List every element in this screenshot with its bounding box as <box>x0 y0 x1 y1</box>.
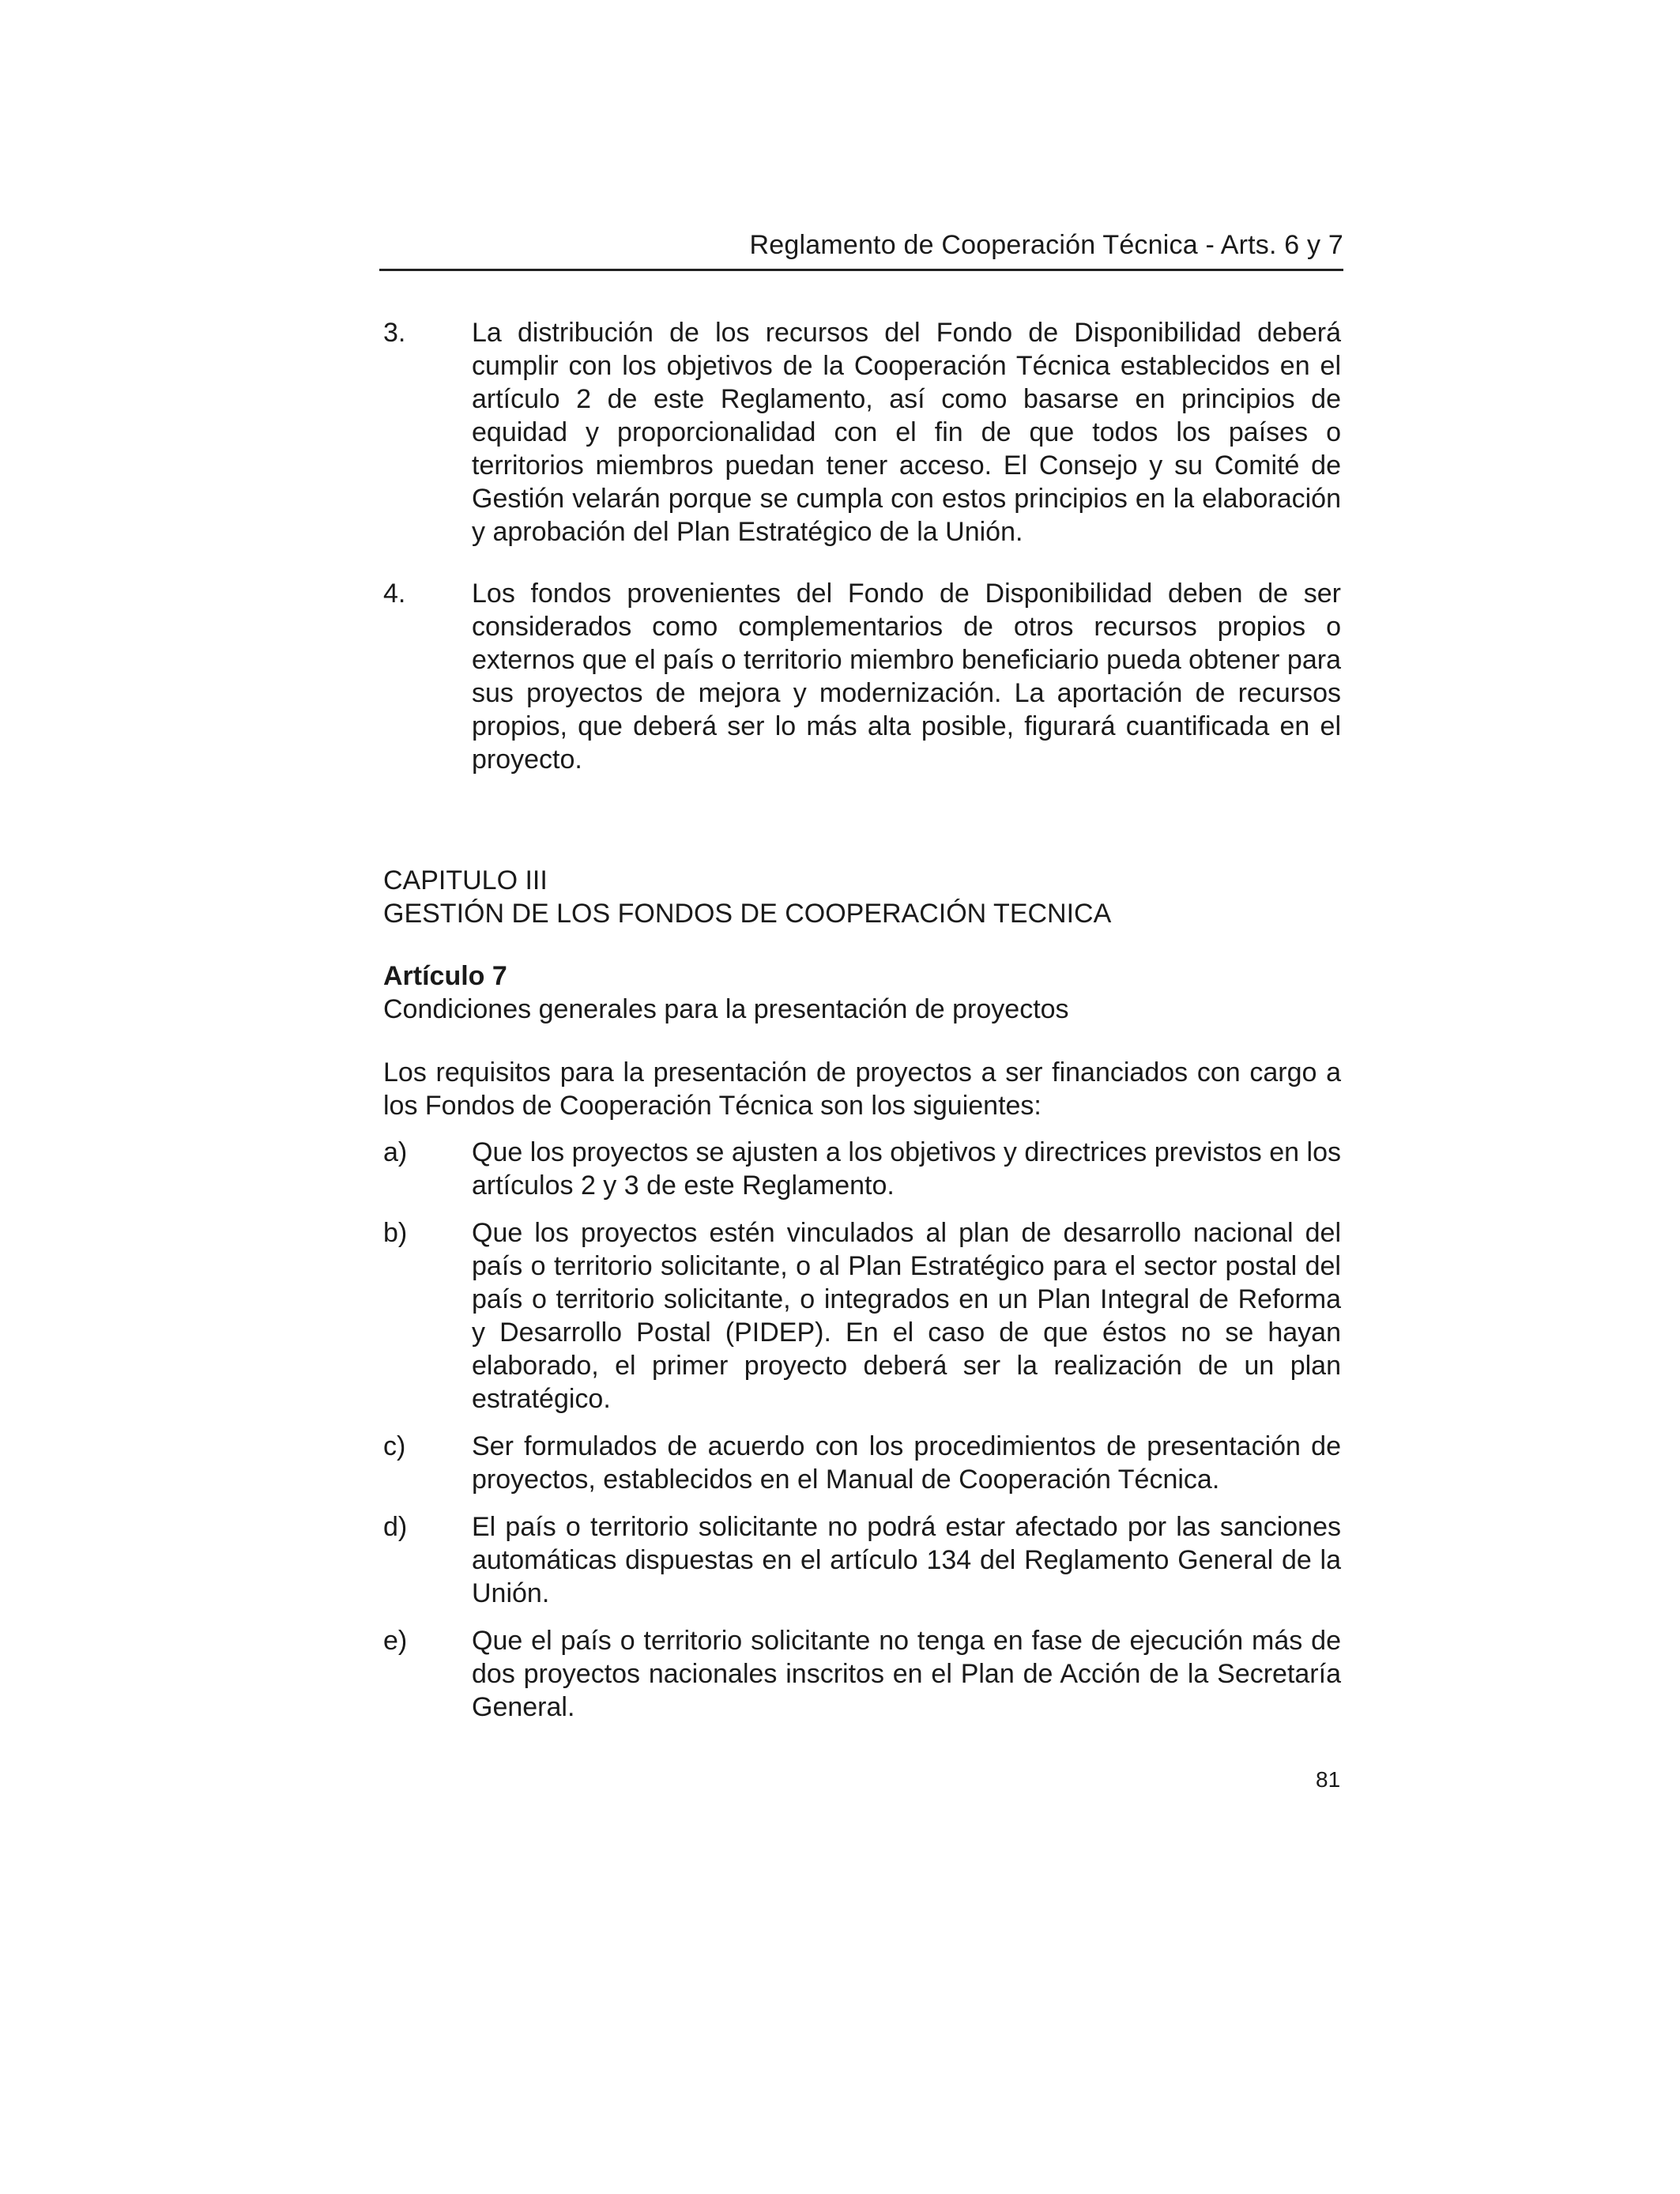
item-number: 3. <box>383 318 406 348</box>
article-title: Artículo 7 <box>383 961 507 991</box>
article-heading <box>383 959 1341 1026</box>
chapter-heading <box>383 864 1341 930</box>
item-text: Los fondos provenientes del Fondo de Disponibilidad deben de ser considerados como complementarios de otros recursos propios o externos que el país o territorio miembro beneficiario pueda obtener para sus proyectos de mejora y modernización. La aportación de recursos propios, que deberá ser lo más alta posible, figurará cuantificada en el proyecto. <box>472 579 1341 775</box>
article-intro <box>383 1056 1341 1122</box>
page-number: 81 <box>1316 1767 1341 1792</box>
list-item <box>383 1510 1341 1610</box>
item-letter: d) <box>383 1512 408 1542</box>
list-item <box>383 1136 1341 1202</box>
item-letter: b) <box>383 1218 408 1248</box>
item-text: Que los proyectos estén vinculados al plan de desarrollo nacional del país o territorio solicitante, o al Plan Estratégico para el sector postal del país o territorio solicitante, o integrados en un Plan Integral de Reforma y Desarrollo Postal (PIDEP). En el caso de que éstos no se hayan elaborado, el primer proyecto deberá ser la realización de un plan estratégico. <box>472 1218 1341 1414</box>
item-letter: a) <box>383 1137 408 1167</box>
numbered-item-3 <box>383 316 1341 548</box>
item-letter: e) <box>383 1626 408 1656</box>
article-subtitle: Condiciones generales para la presentación de proyectos <box>383 994 1069 1024</box>
item-text: El país o territorio solicitante no podrá estar afectado por las sanciones automáticas dispuestas en el artículo 134 del Reglamento General de la Unión. <box>472 1512 1341 1608</box>
list-item <box>383 1430 1341 1496</box>
header-rule <box>379 269 1343 271</box>
chapter-label: CAPITULO III <box>383 865 548 895</box>
item-letter: c) <box>383 1431 406 1461</box>
item-text: La distribución de los recursos del Fondo de Disponibilidad deberá cumplir con los objetivos de la Cooperación Técnica establecidos en el artículo 2 de este Reglamento, así como basarse en principios de equidad y proporcionalidad con el fin de que todos los países o territorios miembros puedan tener acceso. El Consejo y su Comité de Gestión velarán porque se cumpla con estos principios en la elaboración y aprobación del Plan Estratégico de la Unión. <box>472 318 1341 547</box>
requirements-list <box>383 1136 1341 1738</box>
item-text: Que el país o territorio solicitante no tenga en fase de ejecución más de dos proyectos nacionales inscritos en el Plan de Acción de la Secretaría General. <box>472 1626 1341 1722</box>
list-item <box>383 1624 1341 1724</box>
running-title: Reglamento de Cooperación Técnica - Arts. 6 y 7 <box>749 230 1343 260</box>
numbered-item-4 <box>383 577 1341 776</box>
item-text: Ser formulados de acuerdo con los procedimientos de presentación de proyectos, establecidos en el Manual de Cooperación Técnica. <box>472 1431 1341 1495</box>
chapter-title: GESTIÓN DE LOS FONDOS DE COOPERACIÓN TECNICA <box>383 899 1112 929</box>
item-text: Que los proyectos se ajusten a los objetivos y directrices previstos en los artículos 2 y 3 de este Reglamento. <box>472 1137 1341 1201</box>
item-number: 4. <box>383 579 406 609</box>
running-header <box>379 228 1343 275</box>
list-item <box>383 1216 1341 1416</box>
intro-paragraph: Los requisitos para la presentación de proyectos a ser financiados con cargo a los Fondos de Cooperación Técnica son los siguientes: <box>383 1057 1341 1121</box>
